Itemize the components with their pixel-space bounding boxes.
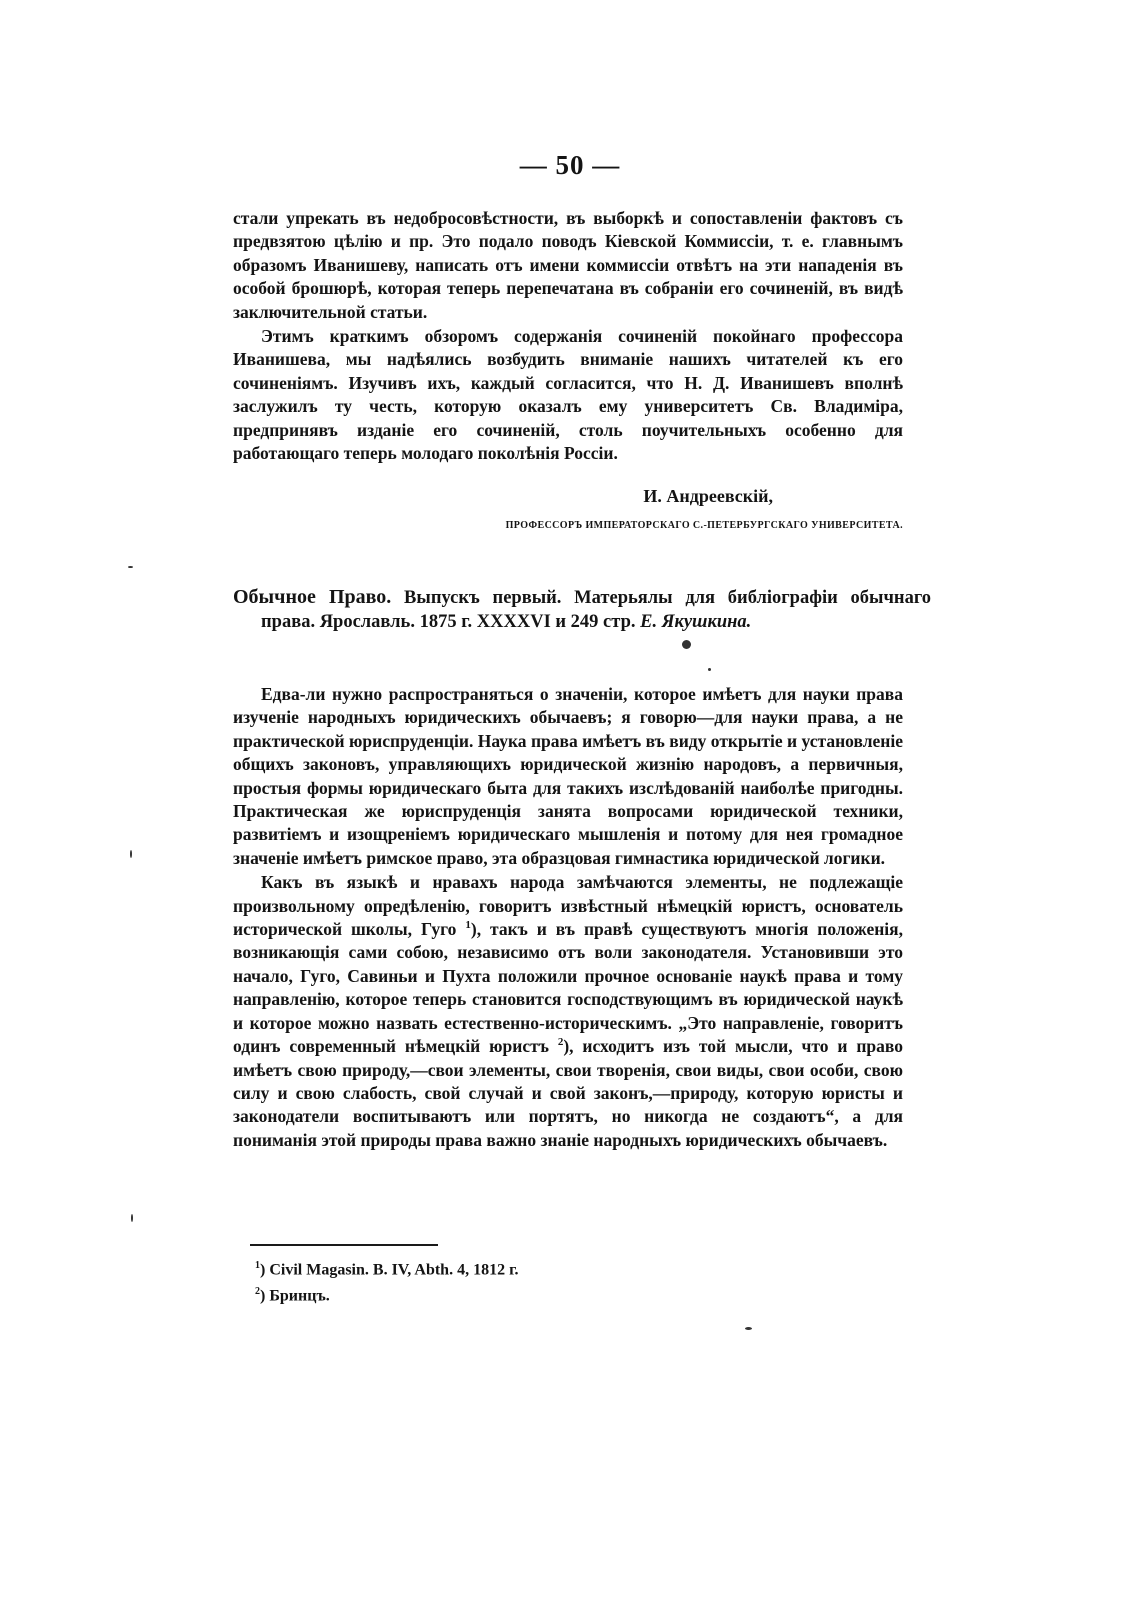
footnotes <box>255 1255 855 1308</box>
scan-speck <box>682 640 691 649</box>
author-signature: И. Андреевскій, <box>643 486 773 506</box>
footnote-divider <box>250 1244 438 1246</box>
scan-speck <box>128 566 133 568</box>
intro-paragraph-continued: стали упрекать въ недобросовѣстности, въ выборкѣ и сопоставленіи фактовъ съ предвзятою цѣлію и пр. Это подало поводъ Кіевской Коммиссіи, т. е. главнымъ образомъ Иванишеву, написать отъ имени коммиссіи отвѣтъ на эти нападенія въ особой брошюрѣ, которая теперь перепечатана въ собраніи его сочиненій, въ видѣ заключительной статьи. <box>233 208 903 322</box>
author-title: ПРОФЕССОРЪ ИМПЕРАТОРСКАГО С.-ПЕТЕРБУРГСКАГО УНИВЕРСИТЕТА. <box>505 520 903 531</box>
review-body <box>233 683 903 1152</box>
intro-text-block <box>233 207 903 465</box>
review-paragraph-2-part1: Какъ въ языкѣ и нравахъ народа замѣчаются элементы, не подлежащіе произвольному опредѣленію, говоритъ извѣстный нѣмецкій юристъ, основатель исторической школы, Гуго <box>233 872 903 940</box>
footnote-2-text: ) Бринцъ. <box>260 1287 330 1305</box>
review-paragraph-2 <box>233 871 903 1152</box>
review-paragraph-2-part2: ), такъ и въ правѣ существуютъ многія положенія, возникающія сами собою, независимо отъ воли законодателя. Установивши это начало, Гуго, Савиньи и Пухта положили прочное основаніе наукѣ права и тому направленію, которое теперь становится господствующимъ въ юридической наукѣ и которое можно назвать естественно-историческимъ. „Это направленіе, говоритъ одинъ современный нѣмецкій юристъ <box>233 919 903 1057</box>
scan-speck <box>745 1327 752 1330</box>
footnote-ref-2[interactable]: 2 <box>557 1036 564 1049</box>
footnote-ref-1[interactable]: 1 <box>465 919 471 932</box>
review-paragraph-1: Едва-ли нужно распространяться о значеніи, которое имѣетъ для науки права изученіе народныхъ юридическихъ обычаевъ; я говорю—для науки права, а не практической юриспруденціи. Наука права имѣетъ въ виду открытіе и установленіе общихъ законовъ, управляющихъ юридической жизнію народовъ, а первичныя, простыя формы юридическаго быта для такихъ изслѣдованій наиболѣе пригодны. Практическая же юриспруденція занята вопросами юридической техники, развитіемъ и изощреніемъ юридическаго мышленія и потому для нея громадное значеніе имѣетъ римское право, эта образцовая гимнастика юридической логики. <box>233 684 903 868</box>
review-heading <box>233 586 931 634</box>
scan-speck <box>131 1214 133 1222</box>
review-author: Е. Якушкина. <box>640 611 752 632</box>
review-title: Обычное Право. <box>233 586 392 608</box>
footnote-2 <box>255 1281 855 1307</box>
scan-speck <box>130 850 132 858</box>
footnote-1-text: ) Civil Magasin. B. IV, Abth. 4, 1812 г. <box>260 1261 519 1279</box>
page-number: — 50 — <box>519 150 621 180</box>
footnote-1 <box>255 1255 855 1281</box>
intro-paragraph-summary: Этимъ краткимъ обзоромъ содержанія сочиненій покойнаго профессора Иванишева, мы надѣялись возбудить вниманіе нашихъ читателей къ его сочиненіямъ. Изучивъ ихъ, каждый согласится, что Н. Д. Иванишевъ вполнѣ заслужилъ ту честь, которую оказалъ ему университетъ Св. Владиміра, предпринявъ изданіе его сочиненій, столь поучительныхъ особенно для работающаго теперь молодаго поколѣнія Россіи. <box>233 326 903 464</box>
footnote-2-marker: 2 <box>255 1286 260 1298</box>
scan-speck <box>708 668 711 671</box>
footnote-1-marker: 1 <box>255 1260 260 1271</box>
review-paragraph-2-part3: ), исходитъ изъ той мысли, что и право имѣетъ свою природу,—свои элементы, свои творенія, свои виды, свои особи, свою силу и свою слабость, свой случай и свой законъ,—природу, которую юристы и законодатели воспитываютъ или портятъ, но никогда не создаютъ“, а для пониманія этой природы права важно знаніе народныхъ юридическихъ обычаевъ. <box>233 1036 903 1150</box>
review-details: Выпускъ первый. Матерьялы для библіографіи обычнаго права. Ярославль. 1875 г. XXXXVI и 249 стр. <box>261 588 932 632</box>
